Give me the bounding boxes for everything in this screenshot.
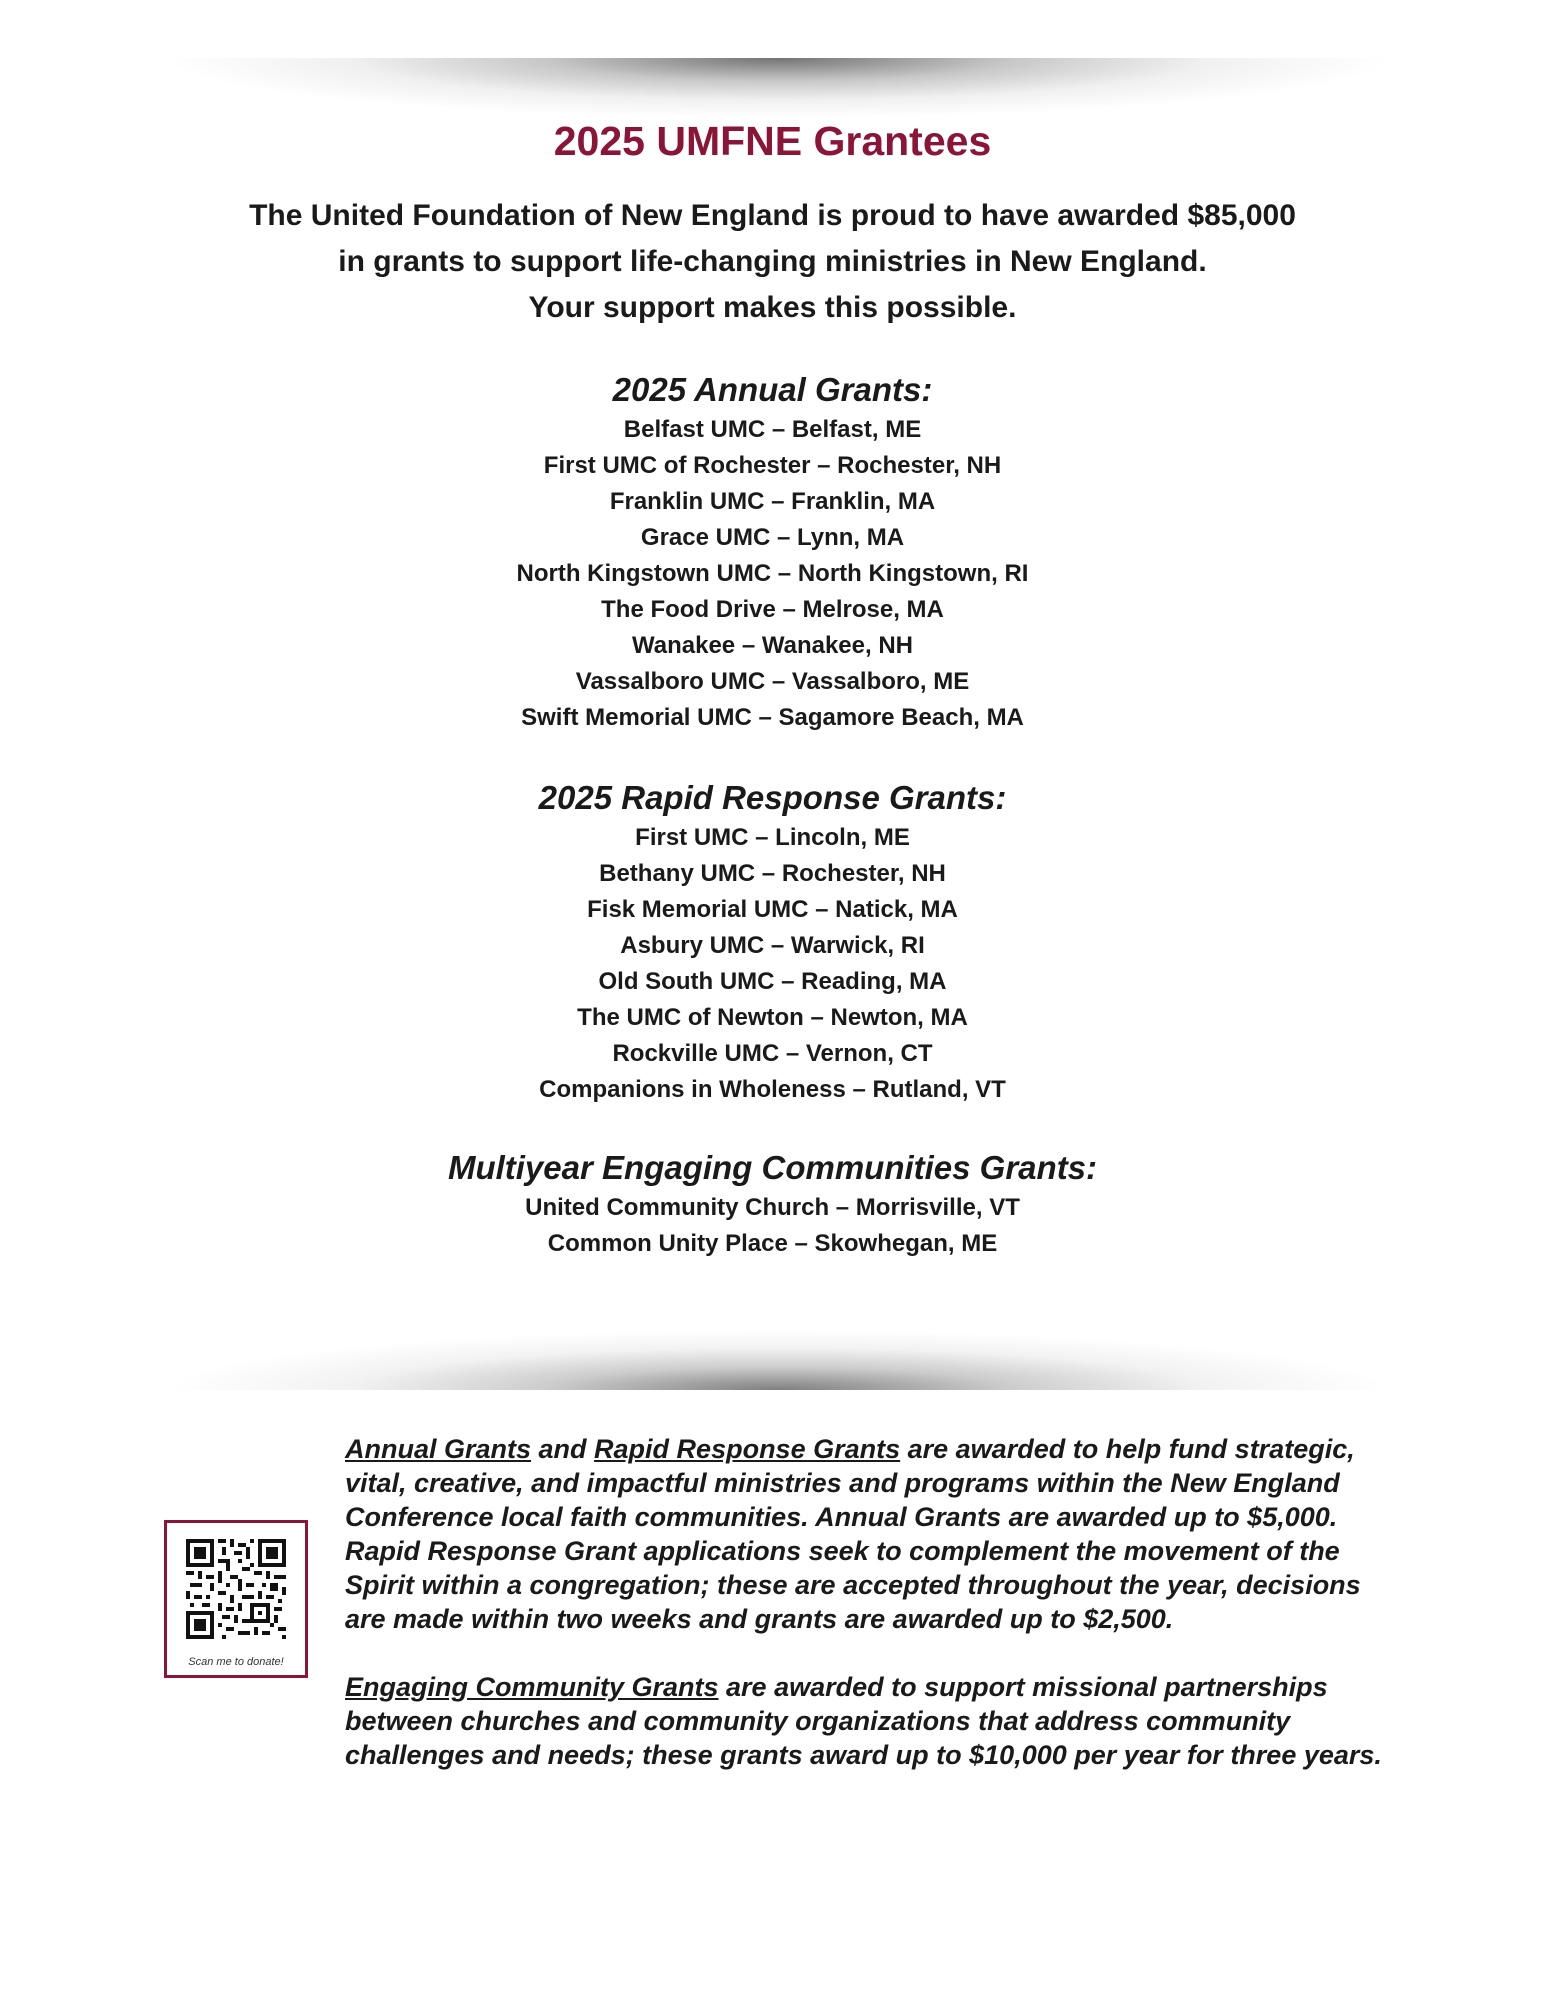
rapid-response-grants-link[interactable]: Rapid Response Grants	[594, 1434, 901, 1464]
grantee-item: Franklin UMC – Franklin, MA	[609, 488, 936, 515]
grantee-item: Companions in Wholeness – Rutland, VT	[539, 1076, 1006, 1103]
engaging-community-description	[345, 1670, 1395, 1772]
rapid-response-grants-list	[0, 820, 1545, 1108]
multiyear-grants-heading: Multiyear Engaging Communities Grants:	[447, 1149, 1098, 1186]
grantee-item: Grace UMC – Lynn, MA	[640, 524, 905, 551]
grantee-item: Rockville UMC – Vernon, CT	[612, 1040, 933, 1067]
bottom-divider-shadow	[165, 1330, 1390, 1390]
conjunction-text: and	[531, 1434, 595, 1464]
qr-caption: Scan me to donate!	[188, 1656, 284, 1668]
top-divider-shadow	[165, 58, 1390, 118]
annual-grants-heading: 2025 Annual Grants:	[612, 371, 933, 408]
grantee-item: United Community Church – Morrisville, VT	[525, 1194, 1020, 1221]
grantee-item: First UMC of Rochester – Rochester, NH	[543, 452, 1002, 479]
grant-descriptions	[345, 1432, 1395, 1806]
annual-rapid-description	[345, 1432, 1395, 1636]
grantee-item: Swift Memorial UMC – Sagamore Beach, MA	[521, 704, 1024, 731]
grantee-item: North Kingstown UMC – North Kingstown, RI	[516, 560, 1029, 587]
annual-grants-section	[0, 368, 1545, 736]
engaging-community-description-text: are awarded to support missional partnerships between churches and community organizations that address community challenges and needs; these grants award up to $10,000 per year for three years.	[345, 1672, 1382, 1770]
multiyear-grants-section	[0, 1146, 1545, 1262]
engaging-community-grants-link[interactable]: Engaging Community Grants	[345, 1672, 719, 1702]
grantee-item: First UMC – Lincoln, ME	[635, 824, 910, 851]
donate-qr-card[interactable]	[164, 1520, 308, 1678]
intro-line: in grants to support life-changing ministries in New England.	[338, 245, 1207, 278]
annual-grants-link[interactable]: Annual Grants	[345, 1434, 532, 1464]
grantee-item: Wanakee – Wanakee, NH	[631, 632, 913, 659]
intro-statement	[0, 193, 1545, 331]
grantee-item: Fisk Memorial UMC – Natick, MA	[587, 896, 958, 923]
grantee-item: Old South UMC – Reading, MA	[598, 968, 947, 995]
annual-grants-list	[0, 412, 1545, 736]
page-title: 2025 UMFNE Grantees	[553, 118, 992, 164]
grantee-item: The Food Drive – Melrose, MA	[601, 596, 944, 623]
grantee-item: Vassalboro UMC – Vassalboro, ME	[575, 668, 970, 695]
annual-rapid-description-text: are awarded to help fund strategic, vital, creative, and impactful ministries and programs within the New England Conference local faith communities. Annual Grants are awarded up to $5,000. Rapid Response Grant applications seek to complement the movement of the Spirit within a congregation; these are accepted throughout the year, decisions are made within two weeks and grants are awarded up to $2,500.	[345, 1434, 1361, 1634]
grantee-item: Bethany UMC – Rochester, NH	[599, 860, 946, 887]
rapid-response-grants-section	[0, 776, 1545, 1108]
rapid-response-grants-heading: 2025 Rapid Response Grants:	[538, 779, 1007, 816]
grantee-item: Asbury UMC – Warwick, RI	[620, 932, 925, 959]
qr-code-icon[interactable]	[186, 1539, 286, 1639]
multiyear-grants-list	[0, 1190, 1545, 1262]
grantee-item: The UMC of Newton – Newton, MA	[577, 1004, 968, 1031]
grantee-item: Belfast UMC – Belfast, ME	[623, 416, 922, 443]
grantee-item: Common Unity Place – Skowhegan, ME	[547, 1230, 998, 1257]
intro-line: Your support makes this possible.	[528, 291, 1017, 324]
intro-line: The United Foundation of New England is proud to have awarded $85,000	[249, 199, 1296, 232]
